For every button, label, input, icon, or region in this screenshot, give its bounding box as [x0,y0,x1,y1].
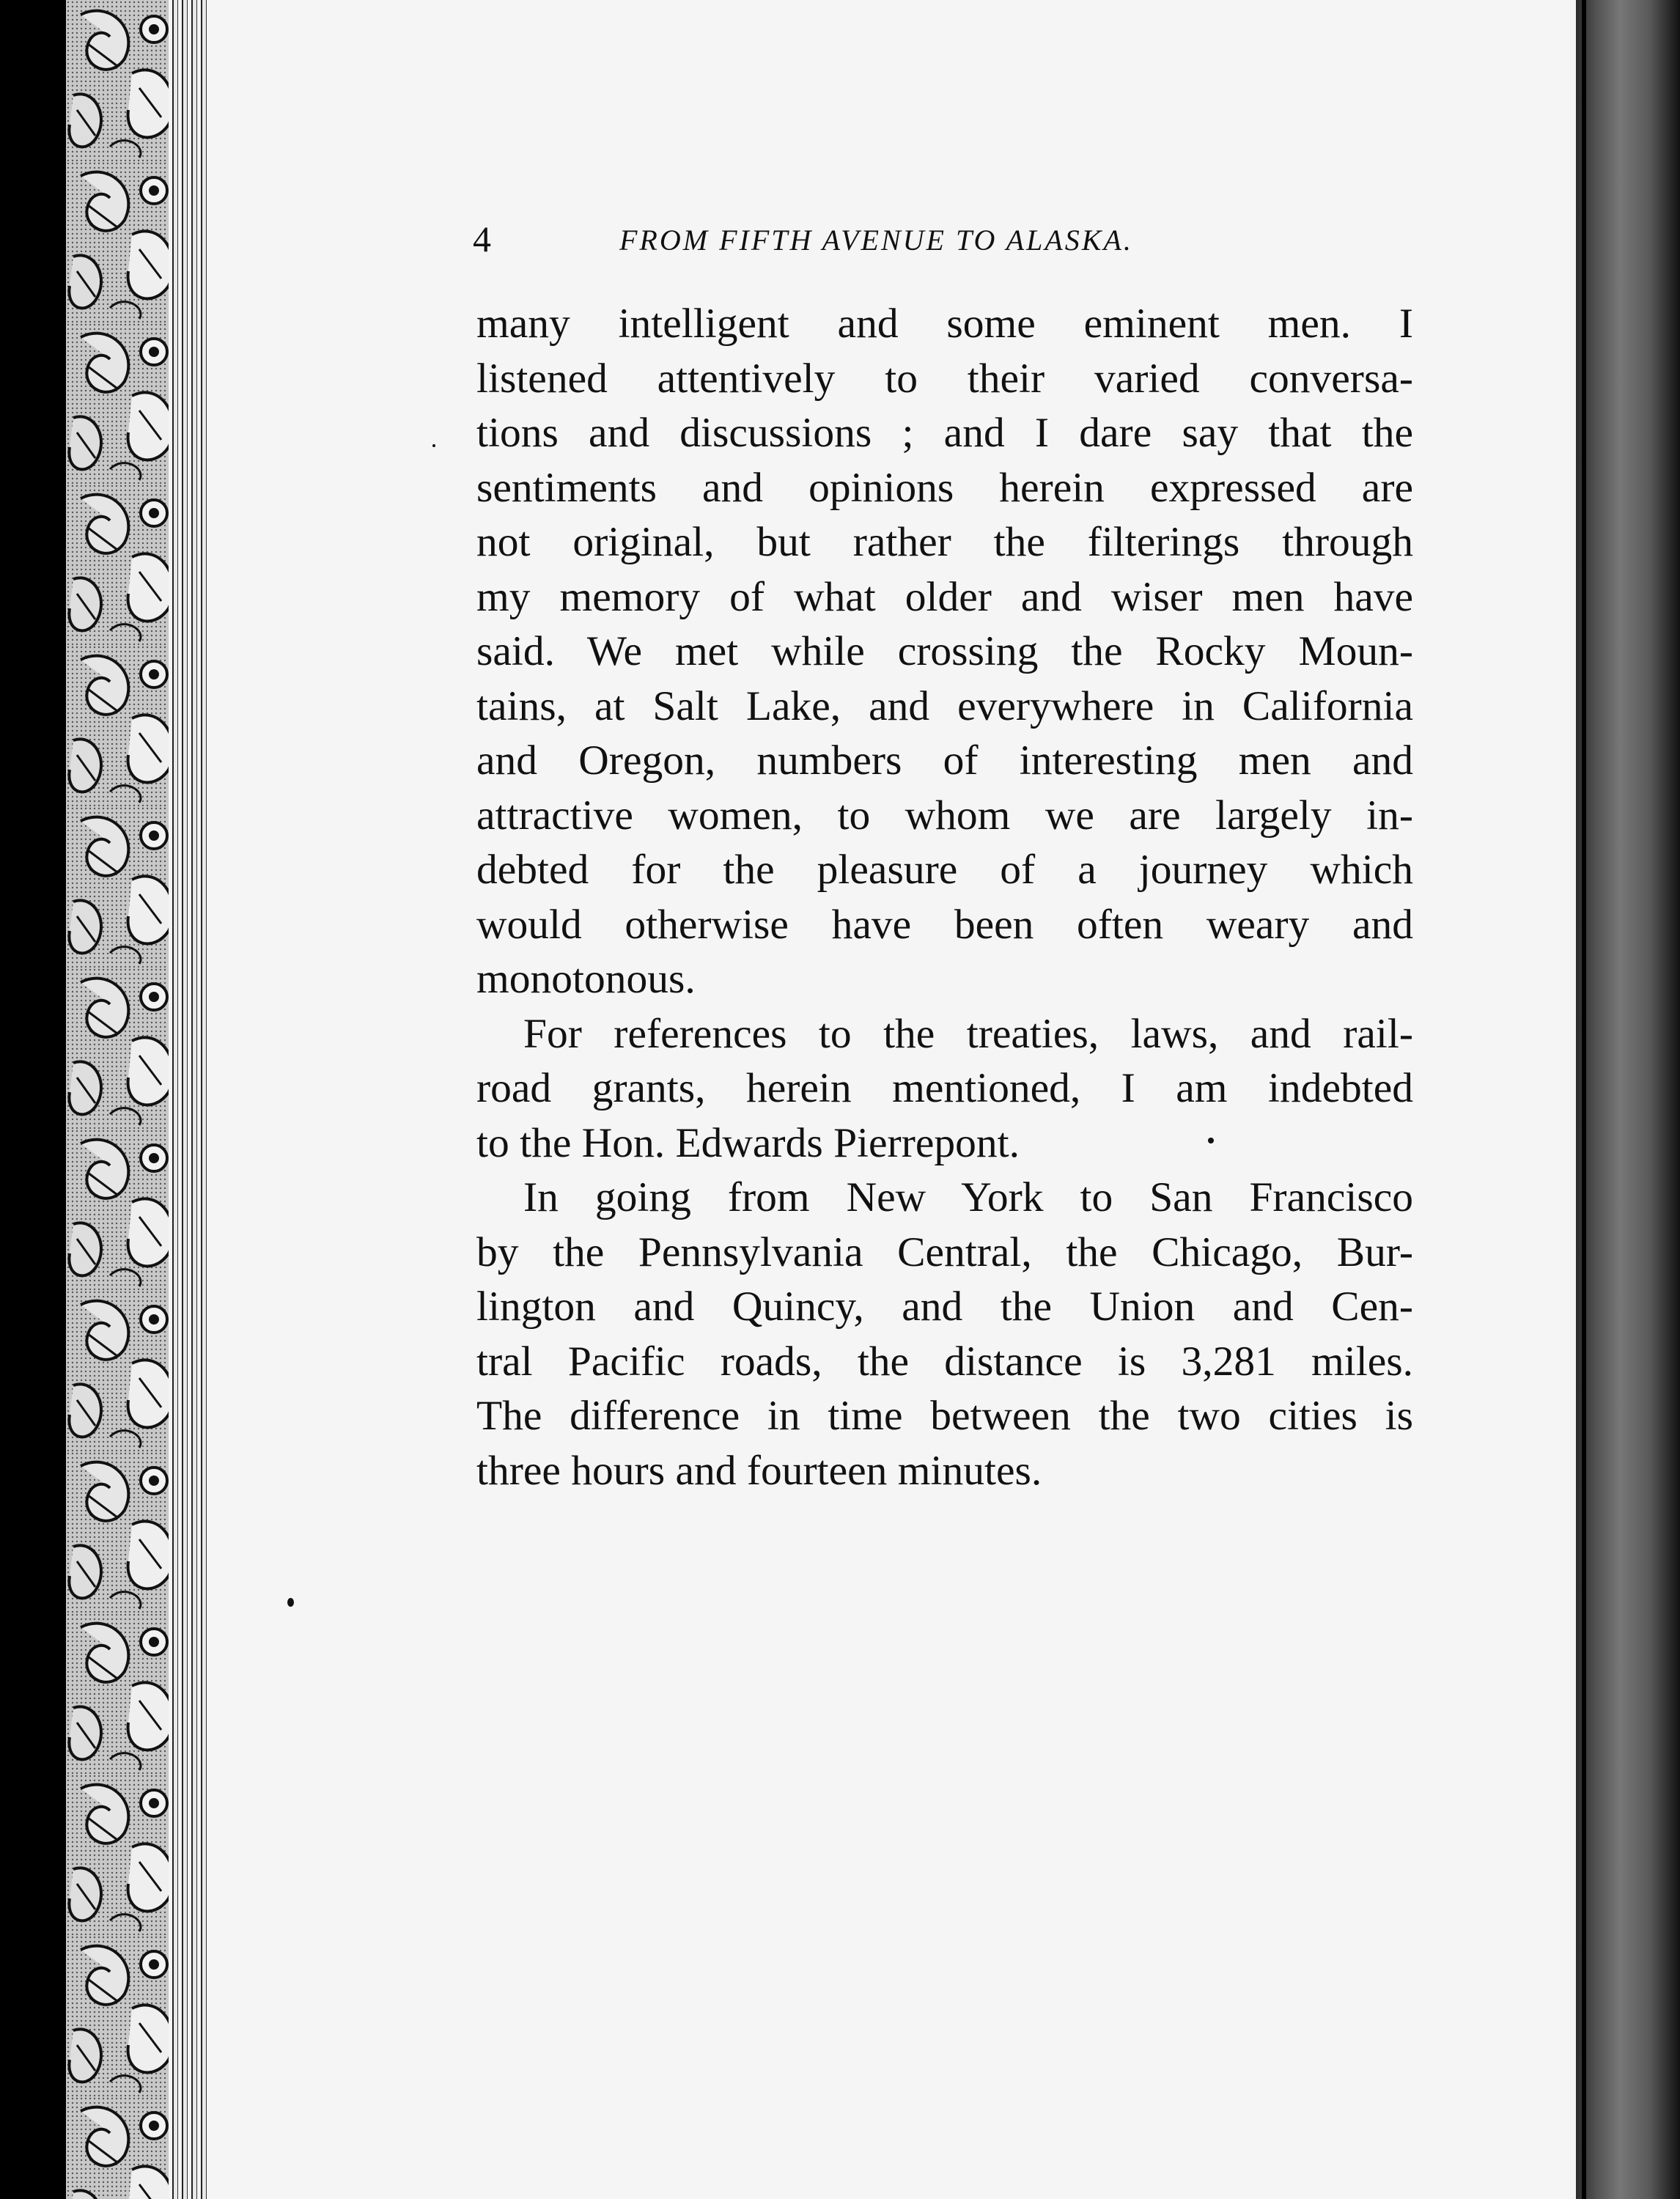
paragraph-2 [476,1007,1413,1171]
text-line: said. We met while crossing the Rocky Moun- [476,628,1413,674]
book-cover-floral-pattern [66,0,183,2199]
ink-speck [432,444,435,447]
ink-speck [287,1598,294,1607]
right-gutter-shadow [1576,0,1680,2199]
text-line: listened attentively to their varied conversa- [476,355,1413,402]
paragraph-1 [476,297,1413,1007]
text-line: tains, at Salt Lake, and everywhere in California [476,682,1413,729]
text-line: to the Hon. Edwards Pierrepont. [476,1119,1020,1166]
page-edges [169,0,213,2199]
page-header [473,217,1426,261]
text-line: The difference in time between the two cities is [476,1393,1413,1439]
text-line: sentiments and opinions herein expressed are [476,464,1413,511]
text-line: In going from New York to San Francisco [523,1174,1413,1220]
text-line: road grants, herein mentioned, I am indebted [476,1065,1413,1111]
running-head: FROM FIFTH AVENUE TO ALASKA. [619,224,1133,257]
text-line: by the Pennsylvania Central, the Chicago, Bur- [476,1229,1413,1275]
text-line: tral Pacific roads, the distance is 3,281 miles. [476,1338,1413,1385]
text-line: attractive women, to whom we are largely in- [476,792,1413,839]
text-line: not original, but rather the filterings through [476,519,1413,565]
text-line: lington and Quincy, and the Union and Cen- [476,1283,1413,1330]
text-line: tions and discussions ; and I dare say that the [476,410,1413,456]
text-line: many intelligent and some eminent men. I [476,301,1413,347]
text-line: monotonous. [476,956,696,1002]
text-line: three hours and fourteen minutes. [476,1447,1042,1494]
text-line: debted for the pleasure of a journey which [476,847,1413,893]
text-line: would otherwise have been often weary and [476,901,1413,948]
body-text [476,297,1413,1498]
text-line: and Oregon, numbers of interesting men and [476,737,1413,784]
paragraph-3 [476,1171,1413,1498]
text-line: For references to the treaties, laws, and rail- [523,1010,1413,1057]
page-number: 4 [473,218,491,259]
text-line: my memory of what older and wiser men have [476,573,1413,620]
